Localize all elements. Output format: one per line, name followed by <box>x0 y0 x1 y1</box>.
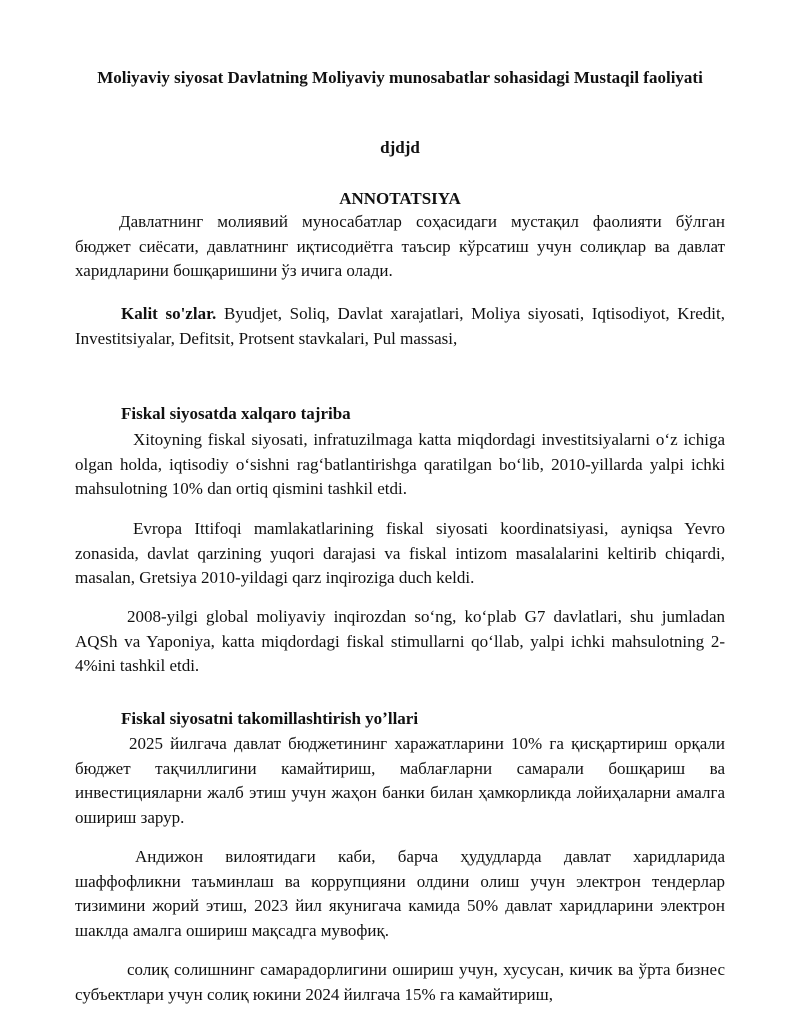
annotation-heading: ANNOTATSIYA <box>339 189 461 208</box>
paragraph-g7: 2008-yilgi global moliyaviy inqirozdan soʻng, koʻplab G7 davlatlari, shu jumladan AQSh va Yaponiya, katta miqdordagi fiskal stimullarni qoʻllab, yalpi ichki mahsulotning 2-4%ini tashkil etdi. <box>75 607 725 675</box>
section-heading-improvement: Fiskal siyosatni takomillashtirish yoʼllari <box>121 709 419 728</box>
paragraph-tax: солиқ солишнинг самарадорлигини ошириш учун, хусусан, кичик ва ўрта бизнес субъектлари учун солиқ юкини 2024 йилгача 15% га камайтириш, <box>75 960 725 1004</box>
keywords-label: Kalit so'zlar. <box>121 304 217 323</box>
keywords-paragraph <box>75 302 725 351</box>
paragraph-budget: 2025 йилгача давлат бюджетининг харажатларини 10% га қисқартириш орқали бюджет тақчиллигини камайтириш, маблағларни самарали бошқариш ва инвестицияларни жалб этиш учун жаҳон банки билан ҳамкорликда лойиҳаларни амалга ошириш зарур. <box>75 734 725 827</box>
paragraph-china: Xitoyning fiskal siyosati, infratuzilmaga katta miqdordagi investitsiyalarni oʻz ichiga olgan holda, iqtisodiy oʻsishni ragʻbatlantirishga qaratilgan boʻlib, 2010-yillarda yalpi ichki mahsulotning 10% dan ortiq qismini tashkil etdi. <box>75 430 725 498</box>
paragraph-eu: Evropa Ittifoqi mamlakatlarining fiskal siyosati koordinatsiyasi, ayniqsa Yevro zonasida, davlat qarzining yuqori darajasi va fiskal intizom masalalarini keltirib chiqardi, masalan, Gretsiya 2010-yildagi qarz inqiroziga duch keldi. <box>75 519 725 587</box>
section-heading-international: Fiskal siyosatda xalqaro tajriba <box>121 404 351 423</box>
paragraph-procurement: Андижон вилоятидаги каби, барча ҳудудларда давлат харидларида шаффофликни таъминлаш ва коррупцияни олдини олиш учун электрон тендерлар тизимини жорий этиш, 2023 йил якунигача камида 50% давлат харидларини электрон шаклда амалга ошириш мақсадга мувофиқ. <box>75 847 725 940</box>
annotation-paragraph: Давлатнинг молиявий муносабатлар соҳасидаги мустақил фаолияти бўлган бюджет сиёсати, давлатнинг иқтисодиётга таъсир кўрсатиш учун солиқлар ва давлат харидларини бошқаришини ўз ичига олади. <box>75 212 725 280</box>
document-subtitle: djdjd <box>380 138 420 157</box>
document-title: Moliyaviy siyosat Davlatning Moliyaviy munosabatlar sohasidagi Mustaqil faoliyati <box>97 68 703 87</box>
keywords-text: Byudjet, Soliq, Davlat xarajatlari, Moliya siyosati, Iqtisodiyot, Kredit, Investitsiyalar, Defitsit, Protsent stavkalari, Pul massasi, <box>75 304 725 348</box>
